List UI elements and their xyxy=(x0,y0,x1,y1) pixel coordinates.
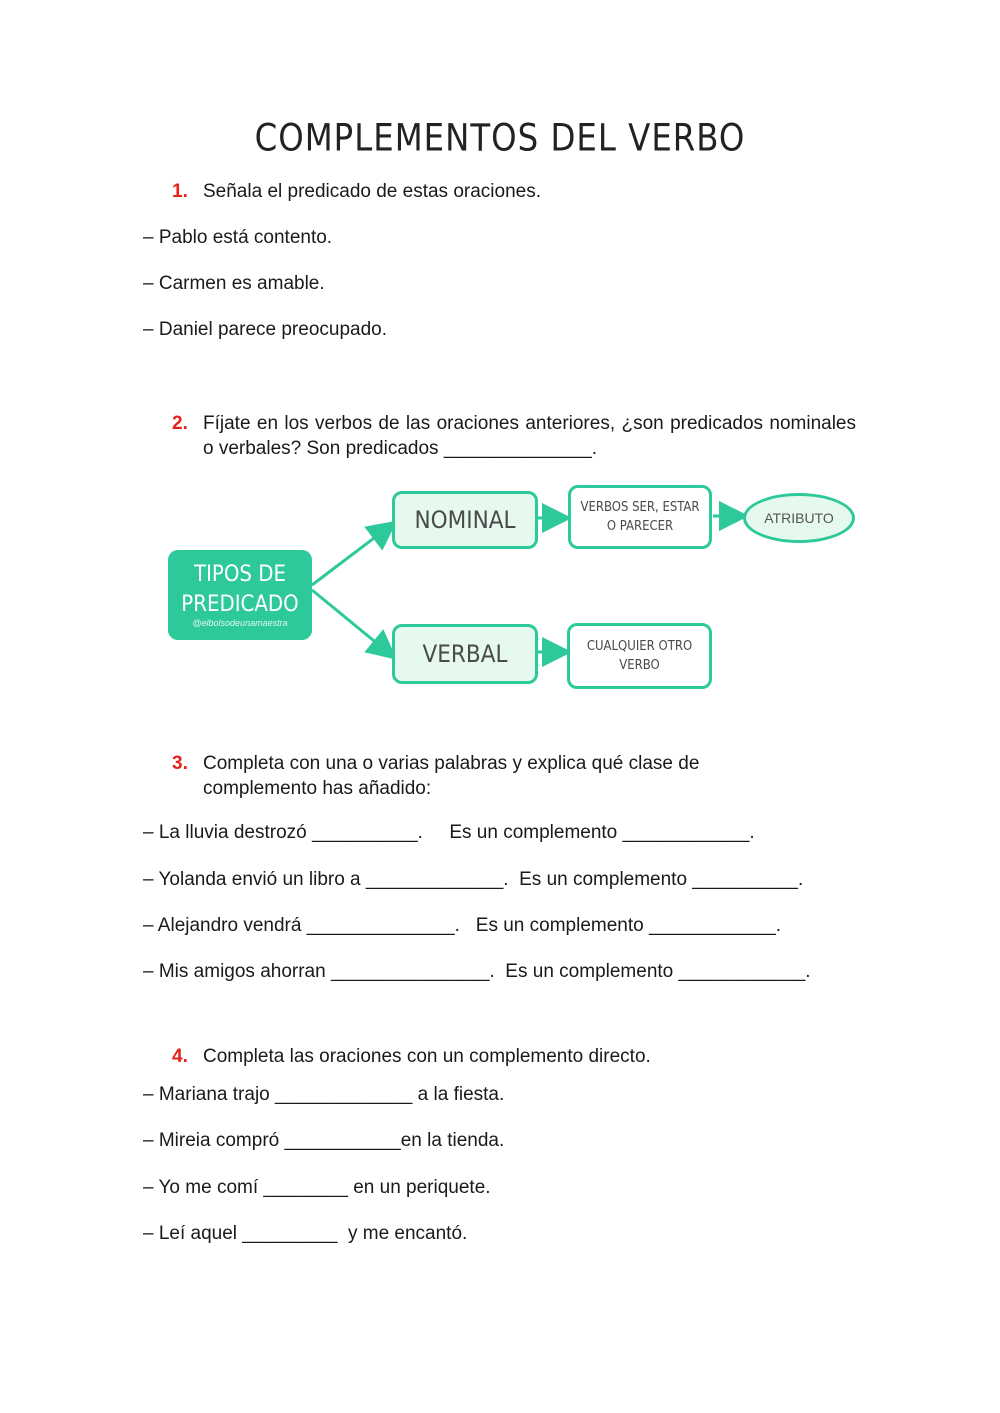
page-title: COMPLEMENTOS DEL VERBO xyxy=(254,116,746,161)
sentence-line: – Daniel parece preocupado. xyxy=(143,319,388,340)
question-3-text: Completa con una o varias palabras y explica qué clase de complemento has añadido: xyxy=(203,753,700,799)
fill-in-line: – Mariana trajo _____________ a la fiesta. xyxy=(143,1084,505,1105)
fill-in-line: – La lluvia destrozó __________. Es un complemento ____________. xyxy=(143,822,755,843)
question-4 xyxy=(172,1044,651,1069)
node-nominal-description: VERBOS SER, ESTAR O PARECER xyxy=(568,485,712,549)
node-verbal-description: CUALQUIER OTRO VERBO xyxy=(567,623,712,689)
fill-in-line: – Yolanda envió un libro a _____________. Es un complemento __________. xyxy=(143,869,804,890)
root-node-label: TIPOS DE PREDICADO xyxy=(181,562,299,617)
question-number: 3. xyxy=(172,753,188,774)
node-verbal: VERBAL xyxy=(392,624,538,684)
question-number: 4. xyxy=(172,1046,188,1067)
node-nominal: NOMINAL xyxy=(392,491,538,549)
arrow-to-verbal xyxy=(312,590,390,654)
question-number: 1. xyxy=(172,181,188,202)
sentence-line: – Pablo está contento. xyxy=(143,227,333,248)
question-2-text: Fíjate en los verbos de las oraciones anteriores, ¿son predicados nominales o verbales? Son predicados ______________. xyxy=(203,413,856,459)
fill-in-line: – Mis amigos ahorran _______________. Es un complemento ____________. xyxy=(143,961,811,982)
fill-in-line: – Alejandro vendrá ______________. Es un complemento ____________. xyxy=(143,915,782,936)
question-text: Completa las oraciones con un complemento directo. xyxy=(203,1046,651,1067)
node-atributo: ATRIBUTO xyxy=(743,493,855,543)
question-number: 2. xyxy=(172,413,188,434)
fill-in-line: – Yo me comí ________ en un periquete. xyxy=(143,1177,491,1198)
sentence-line: – Carmen es amable. xyxy=(143,273,325,294)
arrow-to-nominal xyxy=(312,526,390,585)
root-node-tipos-de-predicado xyxy=(168,550,312,640)
question-text: Señala el predicado de estas oraciones. xyxy=(203,181,542,202)
fill-in-line: – Leí aquel _________ y me encantó. xyxy=(143,1223,468,1244)
credit-watermark: @elbolsodeunamaestra xyxy=(192,618,288,628)
fill-in-line: – Mireia compró ___________en la tienda. xyxy=(143,1130,505,1151)
